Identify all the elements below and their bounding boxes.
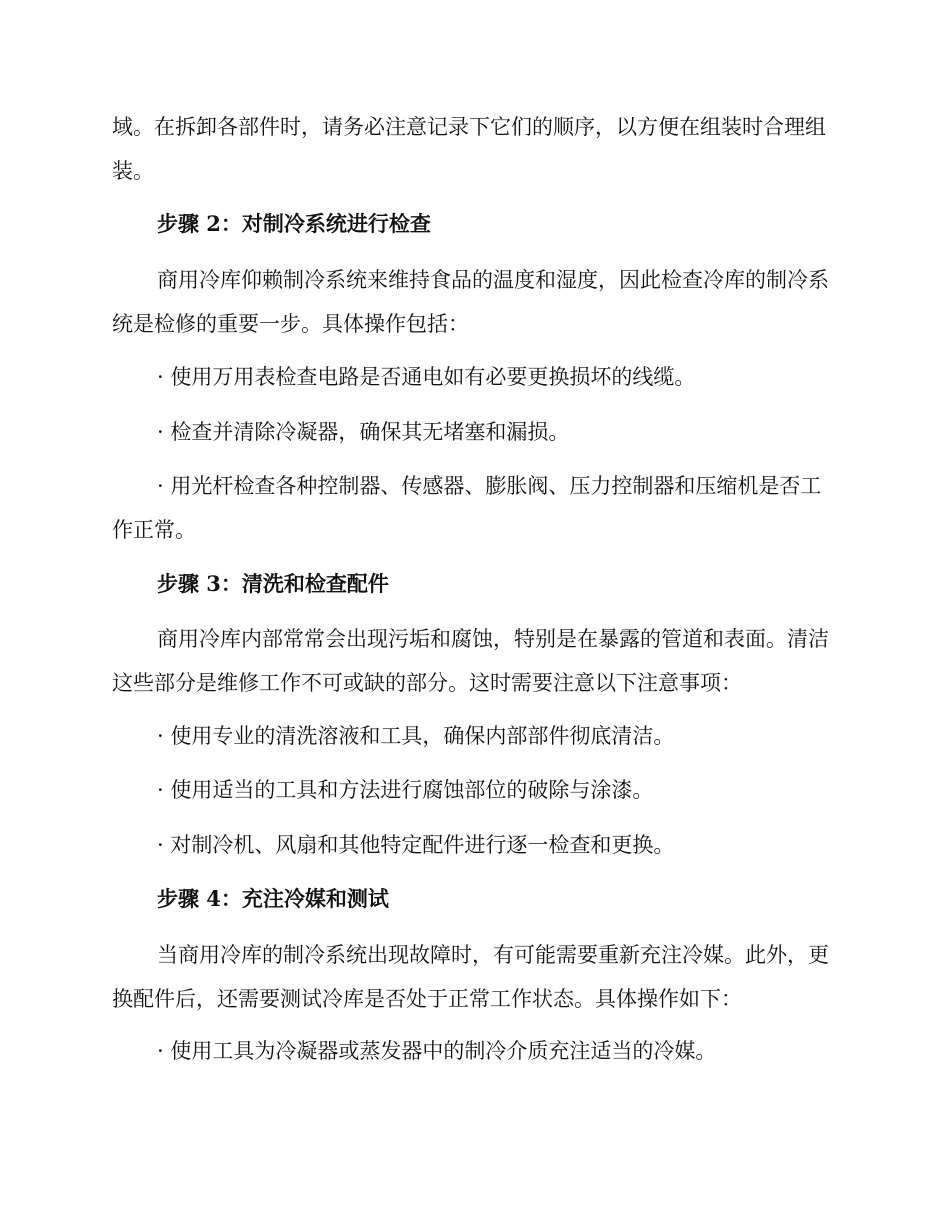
paragraph-step-4-intro: 当商用冷库的制冷系统出现故障时，有可能需要重新充注冷媒。此外，更换配件后，还需要测试冷库是否处于正常工作状态。具体操作如下： [112, 943, 829, 1011]
paragraph-disassembly-note: 域。在拆卸各部件时，请务必注意记录下它们的顺序，以方便在组装时合理组装。 [112, 115, 826, 183]
heading-step-2: 步骤 2：对制冷系统进行检查 [157, 211, 431, 236]
list-item: · 使用适当的工具和方法进行腐蚀部位的破除与涂漆。 [157, 778, 654, 802]
list-item: · 用光杆检查各种控制器、传感器、膨胀阀、压力控制器和压缩机是否工作正常。 [112, 474, 822, 542]
list-item: · 对制冷机、风扇和其他特定配件进行逐一检查和更换。 [157, 833, 675, 857]
heading-step-4: 步骤 4：充注冷媒和测试 [157, 886, 389, 911]
paragraph-step-2-intro: 商用冷库仰赖制冷系统来维持食品的温度和湿度，因此检查冷库的制冷系统是检修的重要一步。具体操作包括： [112, 268, 829, 336]
heading-step-3: 步骤 3：清洗和检查配件 [157, 571, 389, 596]
list-item: · 使用专业的清洗溶液和工具，确保内部部件彻底清洁。 [157, 724, 675, 748]
list-item: · 检查并清除冷凝器，确保其无堵塞和漏损。 [157, 420, 570, 444]
paragraph-step-3-intro: 商用冷库内部常常会出现污垢和腐蚀，特别是在暴露的管道和表面。清洁这些部分是维修工作不可或缺的部分。这时需要注意以下注意事项： [112, 627, 829, 695]
list-item: · 使用万用表检查电路是否通电如有必要更换损坏的线缆。 [157, 365, 696, 389]
list-item: · 使用工具为冷凝器或蒸发器中的制冷介质充注适当的冷媒。 [157, 1039, 717, 1063]
